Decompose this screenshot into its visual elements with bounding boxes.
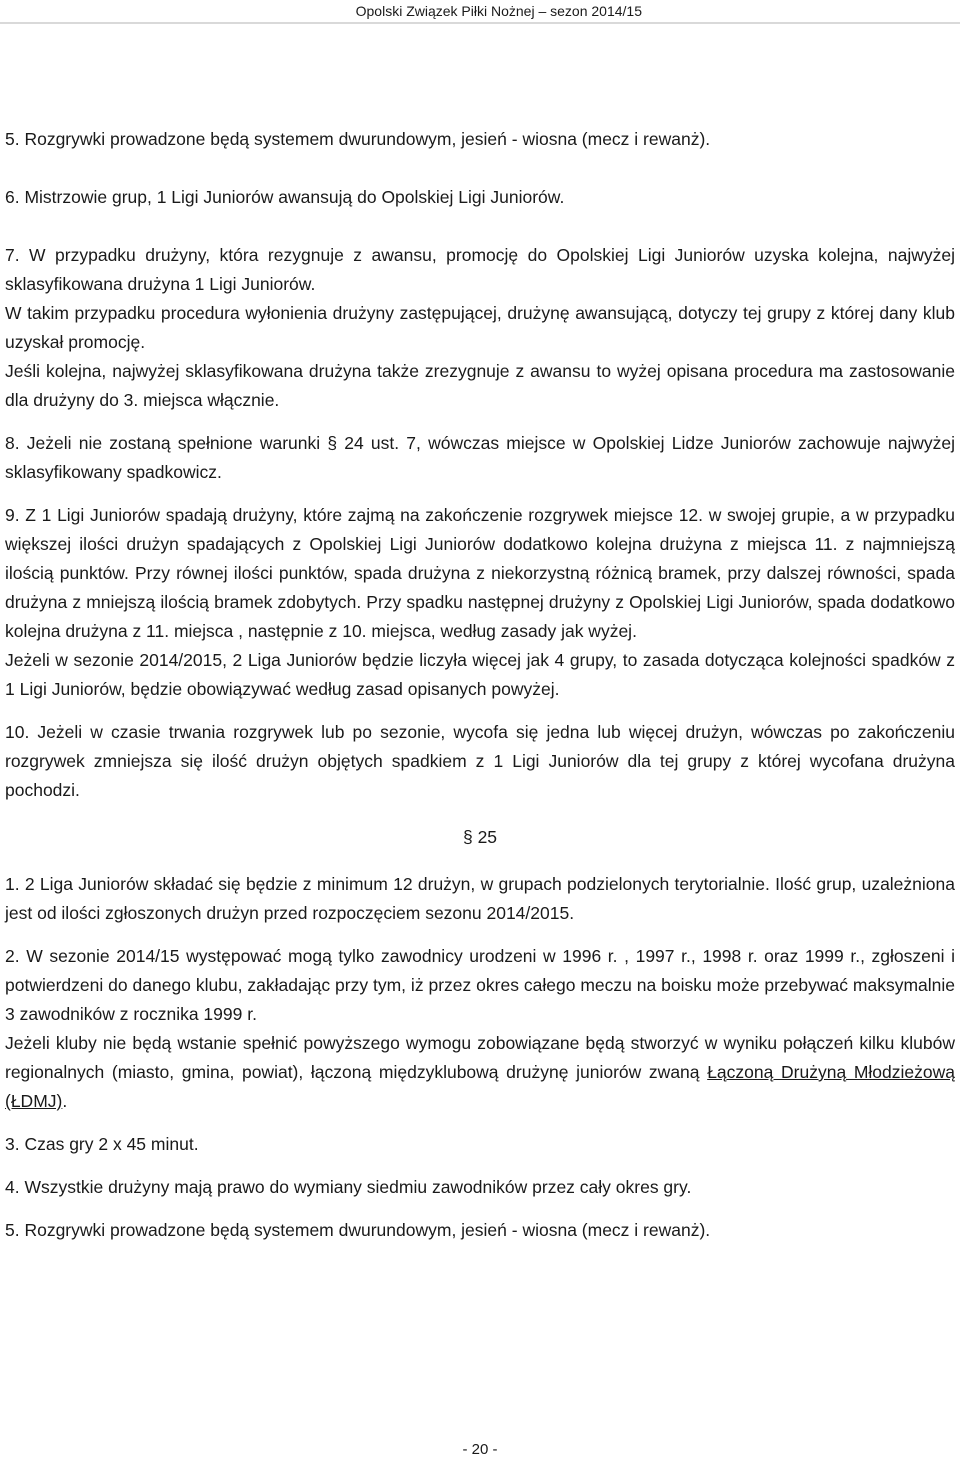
paragraph-9-continued: Jeżeli w sezonie 2014/2015, 2 Liga Juniorów będzie liczyła więcej jak 4 grupy, to zasada dotycząca kolejności spadków z 1 Ligi Juniorów, będzie obowiązywać według zasad opisanych powyżej. xyxy=(5,650,955,699)
section-point-1: 1. 2 Liga Juniorów składać się będzie z minimum 12 drużyn, w grupach podzielonych terytorialnie. Ilość grup, uzależniona jest od ilości zgłoszonych drużyn przed rozpoczęciem sezonu 2014/2015. xyxy=(5,874,955,923)
paragraph-9: 9. Z 1 Ligi Juniorów spadają drużyny, które zajmą na zakończenie rozgrywek miejsce 12. w swojej grupie, a w przypadku większej ilości drużyn spadających z Opolskiej Ligi Juniorów dodatkowo kolejna drużyna z miejsca 11. z najmniejszą ilością punktów. Przy równej ilości punktów, spada drużyna z niekorzystną różnicą bramek, przy dalszej równości, spada drużyna z mniejszą ilością bramek zdobytych. Przy spadku następnej drużyny z Opolskiej Ligi Juniorów, spada dodatkowo kolejna drużyna z 11. miejsca , następnie z 10. miejsca, według zasady jak wyżej. xyxy=(5,505,955,641)
page-header xyxy=(0,0,960,22)
section-point-5: 5. Rozgrywki prowadzone będą systemem dwurundowym, jesień - wiosna (mecz i rewanż). xyxy=(5,1220,711,1240)
paragraph-7-continued: W takim przypadku procedura wyłonienia drużyny zastępującej, drużynę awansującą, dotyczy tej grupy z której dany klub uzyskał promocję. xyxy=(5,303,955,352)
ldmj-text-post: . xyxy=(62,1091,68,1111)
section-point-4: 4. Wszystkie drużyny mają prawo do wymiany siedmiu zawodników przez cały okres gry. xyxy=(5,1177,692,1197)
header-divider xyxy=(0,22,960,24)
ldmj-text-pre: Jeżeli kluby nie będą wstanie spełnić powyższego wymogu zobowiązane będą stworzyć w wyniku połączeń kilku klubów regionalnych (miasto, gmina, powiat), łączoną międzyklubową drużynę juniorów zwaną xyxy=(5,1033,955,1082)
ldmj-link[interactable]: Łączoną Drużyną Młodzieżową (ŁDMJ) xyxy=(5,1062,955,1111)
section-heading: § 25 xyxy=(462,827,498,847)
paragraph-10: 10. Jeżeli w czasie trwania rozgrywek lub po sezonie, wycofa się jedna lub więcej drużyn, wówczas po zakończeniu rozgrywek zmniejsza się ilość drużyn objętych spadkiem z 1 Ligi Juniorów dla tej grupy z której wycofana drużyna pochodzi. xyxy=(5,722,955,800)
paragraph-7: 7. W przypadku drużyny, która rezygnuje z awansu, promocję do Opolskiej Ligi Juniorów uzyska kolejna, najwyżej sklasyfikowana drużyna 1 Ligi Juniorów. xyxy=(5,245,955,294)
paragraph-5: 5. Rozgrywki prowadzone będą systemem dwurundowym, jesień - wiosna (mecz i rewanż). xyxy=(5,129,711,149)
paragraph-7-note: Jeśli kolejna, najwyżej sklasyfikowana drużyna także zrezygnuje z awansu to wyżej opisana procedura ma zastosowanie dla drużyny do 3. miejsca włącznie. xyxy=(5,361,955,410)
document-body xyxy=(5,125,955,1245)
paragraph-8: 8. Jeżeli nie zostaną spełnione warunki § 24 ust. 7, wówczas miejsce w Opolskiej Lidze Juniorów zachowuje najwyżej sklasyfikowany spadkowicz. xyxy=(5,433,955,482)
page-number: - 20 - xyxy=(462,1441,498,1458)
section-point-3: 3. Czas gry 2 x 45 minut. xyxy=(5,1134,199,1154)
section-point-2-continued xyxy=(5,1029,955,1116)
header-title: Opolski Związek Piłki Nożnej – sezon 2014/15 xyxy=(355,3,642,19)
paragraph-6: 6. Mistrzowie grup, 1 Ligi Juniorów awansują do Opolskiej Ligi Juniorów. xyxy=(5,187,565,207)
section-point-2: 2. W sezonie 2014/15 występować mogą tylko zawodnicy urodzeni w 1996 r. , 1997 r., 1998 r. oraz 1999 r., zgłoszeni i potwierdzeni do danego klubu, zakładając przy tym, iż przez okres całego meczu na boisku może przebywać maksymalnie 3 zawodników z rocznika 1999 r. xyxy=(5,946,955,1024)
